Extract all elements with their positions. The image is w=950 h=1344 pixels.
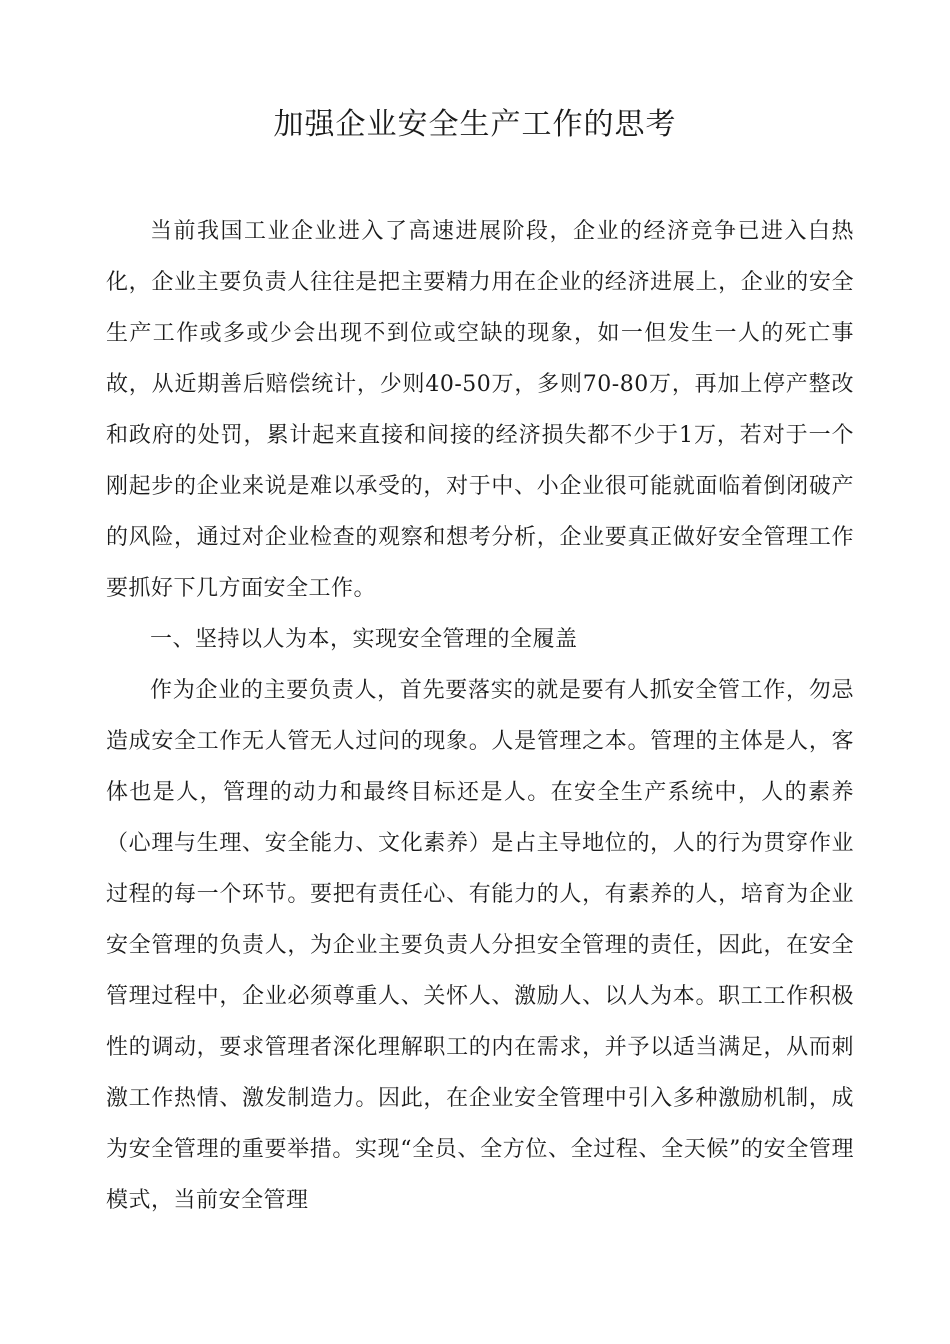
paragraph-intro: 当前我国工业企业进入了高速进展阶段，企业的经济竞争已进入白热化，企业主要负责人往往是把主要精力用在企业的经济进展上，企业的安全生产工作或多或少会出现不到位或空缺的现象，如一但发生一人的死亡事故，从近期善后赔偿统计，少则40-50万，多则70-80万，再加上停产整改和政府的处罚，累计起来直接和间接的经济损失都不少于1万，若对于一个刚起步的企业来说是难以承受的，对于中、小企业很可能就面临着倒闭破产的风险，通过对企业检查的观察和想考分析，企业要真正做好安全管理工作要抓好下几方面安全工作。 bbox=[106, 219, 854, 601]
paragraph-section-1: 作为企业的主要负责人，首先要落实的就是要有人抓安全管工作，勿忌造成安全工作无人管无人过问的现象。人是管理之本。管理的主体是人，客体也是人，管理的动力和最终目标还是人。在安全生产系统中，人的素养（心理与生理、安全能力、文化素养）是占主导地位的，人的行为贯穿作业过程的每一个环节。要把有责任心、有能力的人，有素养的人，培育为企业安全管理的负责人，为企业主要负责人分担安全管理的责任，因此，在安全管理过程中，企业必须尊重人、关怀人、激励人、以人为本。职工工作积极性的调动，要求管理者深化理解职工的内在需求，并予以适当满足，从而刺激工作热情、激发制造力。因此，在企业安全管理中引入多种激励机制，成为安全管理的重要举措。实现“全员、全方位、全过程、全天候”的安全管理模式，当前安全管理 bbox=[106, 678, 854, 1213]
document-title: 加强企业安全生产工作的思考 bbox=[273, 107, 677, 142]
section-heading-1: 一、坚持以人为本，实现安全管理的全履盖 bbox=[150, 627, 578, 652]
document-body bbox=[106, 206, 854, 1226]
